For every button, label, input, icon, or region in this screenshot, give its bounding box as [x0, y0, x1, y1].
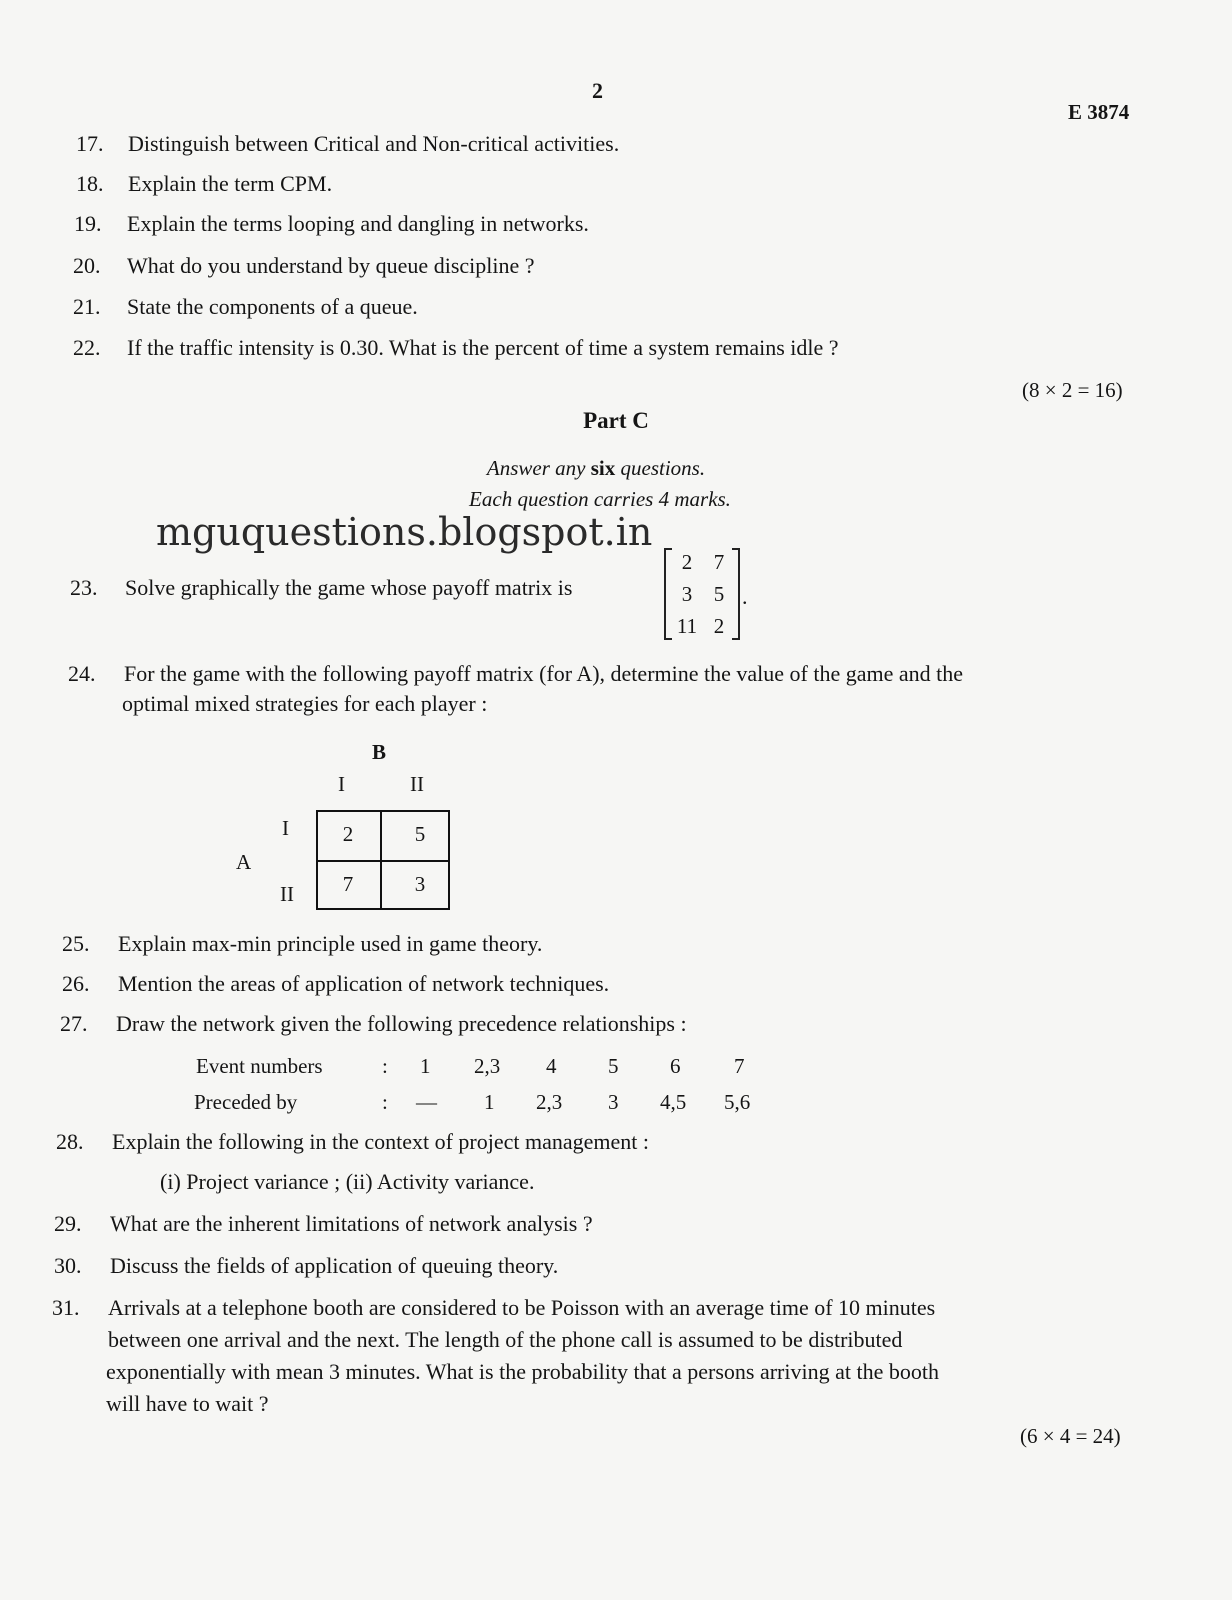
- matrix-period: .: [742, 584, 748, 609]
- event-cell: 4: [546, 1054, 557, 1078]
- question-text-line: Arrivals at a telephone booth are considered to be Poisson with an average time of 10 minutes: [108, 1295, 936, 1320]
- page-number: 2: [592, 78, 603, 103]
- question-text: Mention the areas of application of network techniques.: [118, 971, 610, 996]
- preceded-cell: 5,6: [724, 1090, 751, 1114]
- matrix-cell: 2: [681, 550, 693, 574]
- question-text: Explain max-min principle used in game theory.: [118, 931, 543, 956]
- question-number: 27.: [60, 1011, 88, 1036]
- question-number: 25.: [62, 931, 90, 956]
- grid-line: [318, 860, 448, 862]
- payoff-matrix: [664, 548, 740, 640]
- question-number: 21.: [73, 294, 101, 319]
- payoff-cell: 5: [414, 822, 426, 846]
- question-number: 19.: [74, 211, 102, 236]
- question-text: What do you understand by queue discipline ?: [127, 253, 535, 278]
- question-number: 26.: [62, 971, 90, 996]
- matrix-cell: 3: [681, 582, 693, 606]
- question-text: Explain the terms looping and dangling in networks.: [127, 211, 589, 236]
- matrix-cell: 11: [676, 614, 698, 638]
- question-number: 31.: [52, 1295, 80, 1320]
- matrix-cell: 5: [713, 582, 725, 606]
- question-number: 20.: [73, 253, 101, 278]
- watermark: mguquestions.blogspot.in: [156, 510, 653, 554]
- question-text-line: will have to wait ?: [106, 1391, 269, 1416]
- row-label: I: [282, 816, 289, 840]
- preceded-cell: 2,3: [536, 1090, 563, 1114]
- colon: :: [382, 1090, 388, 1114]
- question-text: Discuss the fields of application of queuing theory.: [110, 1253, 559, 1278]
- question-text-line: between one arrival and the next. The length of the phone call is assumed to be distributed: [108, 1327, 903, 1352]
- question-number: 18.: [76, 171, 104, 196]
- column-label: I: [338, 772, 345, 796]
- matrix-cell: 7: [713, 550, 725, 574]
- column-label: II: [410, 772, 424, 796]
- question-text-line-2: optimal mixed strategies for each player :: [122, 691, 488, 716]
- payoff-cell: 3: [414, 872, 426, 896]
- question-text: Distinguish between Critical and Non-critical activities.: [128, 131, 620, 156]
- row-label-events: Event numbers: [196, 1054, 323, 1078]
- question-text: What are the inherent limitations of network analysis ?: [110, 1211, 593, 1236]
- instruction-text: Answer any: [486, 456, 591, 480]
- instruction-emphasis: six: [590, 456, 616, 480]
- row-label-preceded: Preceded by: [194, 1090, 298, 1114]
- event-cell: 7: [734, 1054, 745, 1078]
- player-a-label: A: [236, 850, 252, 874]
- question-text-line: exponentially with mean 3 minutes. What is the probability that a persons arriving at the booth: [106, 1359, 939, 1384]
- question-number: 24.: [68, 661, 96, 686]
- row-label: II: [280, 882, 294, 906]
- question-text-line-1: For the game with the following payoff matrix (for A), determine the value of the game and the: [124, 661, 964, 686]
- left-bracket: [664, 548, 672, 640]
- event-cell: 5: [608, 1054, 619, 1078]
- question-text: Explain the following in the context of project management :: [112, 1129, 650, 1154]
- event-cell: 6: [670, 1054, 681, 1078]
- preceded-cell: —: [416, 1090, 437, 1114]
- part-b-marks: (8 × 2 = 16): [1022, 378, 1123, 402]
- matrix-cell: 2: [713, 614, 725, 638]
- instruction-line-1: [0, 456, 1192, 481]
- instruction-line-2: Each question carries 4 marks.: [469, 487, 731, 511]
- payoff-cell: 2: [342, 822, 354, 846]
- exam-code: E 3874: [1068, 100, 1130, 124]
- question-text: If the traffic intensity is 0.30. What is the percent of time a system remains idle ?: [127, 335, 839, 360]
- preceded-cell: 1: [484, 1090, 495, 1114]
- event-cell: 1: [420, 1054, 431, 1078]
- preceded-cell: 4,5: [660, 1090, 687, 1114]
- payoff-cell: 7: [342, 872, 354, 896]
- question-number: 17.: [76, 131, 104, 156]
- player-b-label: B: [372, 740, 387, 764]
- preceded-cell: 3: [608, 1090, 619, 1114]
- colon: :: [382, 1054, 388, 1078]
- payoff-table: [316, 810, 450, 910]
- question-number: 30.: [54, 1253, 82, 1278]
- question-text: Explain the term CPM.: [128, 171, 333, 196]
- question-28-subparts: (i) Project variance ; (ii) Activity variance.: [160, 1169, 535, 1194]
- question-number: 28.: [56, 1129, 84, 1154]
- question-number: 29.: [54, 1211, 82, 1236]
- instruction-text: questions.: [615, 456, 706, 480]
- part-c-marks: (6 × 4 = 24): [1020, 1424, 1121, 1448]
- question-number: 22.: [73, 335, 101, 360]
- question-text: Solve graphically the game whose payoff matrix is: [125, 575, 573, 600]
- question-text: Draw the network given the following precedence relationships :: [116, 1011, 687, 1036]
- question-number: 23.: [70, 575, 98, 600]
- event-cell: 2,3: [474, 1054, 501, 1078]
- part-title: Part C: [583, 408, 649, 433]
- question-text: State the components of a queue.: [127, 294, 418, 319]
